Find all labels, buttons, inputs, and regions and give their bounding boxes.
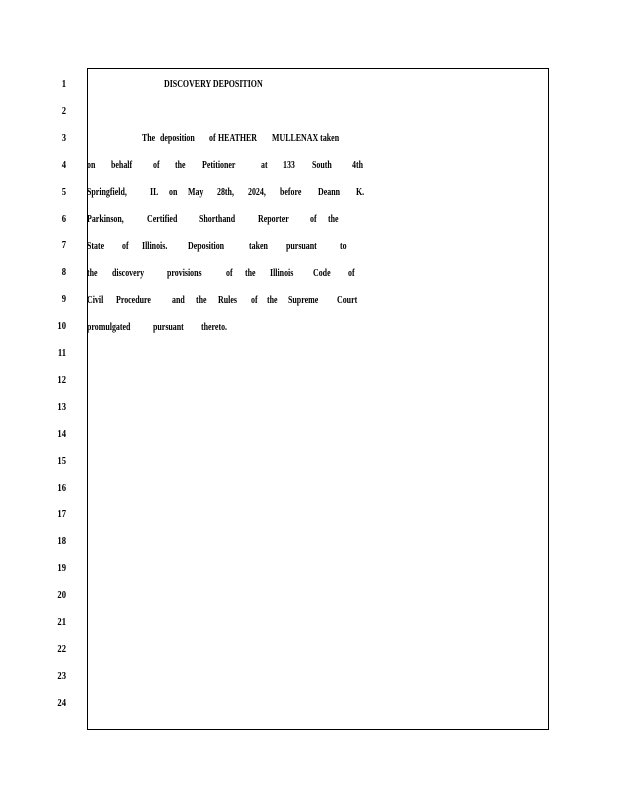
- transcript-word: Petitioner: [201, 159, 236, 171]
- transcript-word: taken: [248, 240, 268, 252]
- transcript-word: 28th,: [217, 186, 234, 198]
- transcript-line-7: [87, 239, 349, 253]
- line-number: 11: [57, 347, 66, 359]
- transcript-word: Court: [336, 294, 358, 306]
- transcript-word: HEATHER: [217, 132, 257, 144]
- transcript-word: Shorthand: [198, 213, 235, 225]
- transcript-word: to: [339, 240, 347, 252]
- transcript-word: Parkinson,: [87, 213, 124, 225]
- transcript-word: the: [328, 213, 339, 225]
- transcript-word: of: [225, 267, 233, 279]
- transcript-word: Illinois.: [141, 240, 168, 252]
- transcript-word: of: [121, 240, 129, 252]
- transcript-line-10: [87, 320, 237, 334]
- transcript-word: 133: [282, 159, 295, 171]
- transcript-word: Civil: [87, 294, 104, 306]
- transcript-word: on: [168, 186, 178, 198]
- transcript-word: of: [153, 159, 160, 171]
- transcript-word: on: [87, 159, 96, 171]
- line-number: 10: [57, 320, 66, 333]
- transcript-word: the: [266, 294, 278, 306]
- line-number: 4: [61, 158, 66, 171]
- transcript-line-8: [87, 266, 357, 280]
- line-number: 15: [57, 454, 66, 467]
- transcript-word: Illinois: [270, 267, 294, 279]
- transcript-word: Supreme: [288, 294, 319, 306]
- transcript-word: at: [260, 159, 268, 171]
- transcript-word: pursuant: [152, 321, 184, 333]
- transcript-word: deposition: [160, 132, 196, 144]
- line-number: 2: [61, 104, 66, 117]
- transcript-word: pursuant: [286, 240, 317, 252]
- transcript-line-9: [87, 293, 365, 307]
- line-number: 21: [57, 616, 66, 628]
- transcript-word: of: [208, 132, 216, 144]
- line-number: 24: [57, 696, 66, 709]
- transcript-word: Deposition: [187, 240, 224, 252]
- line-number: 20: [57, 589, 66, 602]
- transcript-word: Springfield,: [87, 186, 127, 198]
- transcript-word: and: [171, 294, 185, 306]
- transcript-word: of: [309, 213, 317, 225]
- line-number: 18: [57, 535, 66, 548]
- line-number: 9: [61, 293, 66, 306]
- transcript-word: the: [245, 267, 256, 279]
- transcript-word: Rules: [217, 294, 237, 306]
- transcript-word: thereto.: [200, 321, 227, 333]
- transcript-word: of: [250, 294, 258, 306]
- page-title: [164, 77, 301, 91]
- transcript-word: IL: [149, 186, 159, 198]
- transcript-word: behalf: [111, 159, 133, 171]
- transcript-word: the: [196, 294, 207, 306]
- line-number: 19: [57, 562, 66, 575]
- line-number: 22: [57, 642, 66, 655]
- transcript-word: the: [174, 159, 186, 171]
- transcript-word: South: [311, 159, 332, 171]
- line-number: 6: [61, 212, 66, 225]
- transcript-word: Code: [312, 267, 331, 279]
- transcript-line-5: [87, 185, 367, 199]
- title-text: DISCOVERY DEPOSITION: [164, 78, 263, 90]
- line-number: 23: [57, 669, 66, 682]
- transcript-word: promulgated: [87, 321, 131, 333]
- transcript-word: 4th: [351, 159, 363, 171]
- transcript-line-6: [87, 212, 343, 226]
- transcript-word: Procedure: [116, 294, 152, 306]
- transcript-word: of: [347, 267, 355, 279]
- transcript-word: before: [280, 186, 302, 198]
- line-number: 16: [57, 481, 66, 494]
- transcript-word: K.: [355, 186, 364, 198]
- line-number: 1: [61, 78, 66, 90]
- line-number: 5: [61, 185, 66, 198]
- transcript-word: 2024,: [248, 186, 266, 198]
- transcript-word: MULLENAX taken: [272, 132, 340, 144]
- transcript-word: Certified: [147, 213, 178, 225]
- line-number: 7: [61, 239, 66, 252]
- transcript-word: May: [188, 186, 204, 198]
- line-number: 17: [57, 508, 66, 521]
- transcript-word: provisions: [167, 267, 202, 279]
- transcript-word: State: [87, 240, 105, 252]
- transcript-word: Reporter: [257, 213, 289, 225]
- line-number: 12: [57, 373, 66, 386]
- line-number: 14: [57, 427, 66, 440]
- transcript-word: The: [142, 132, 156, 144]
- line-number: 8: [61, 266, 66, 279]
- transcript-word: Deann: [317, 186, 340, 198]
- line-number: 3: [61, 131, 66, 144]
- transcript-word: the: [87, 267, 98, 279]
- transcript-line-3: [142, 131, 364, 145]
- transcript-word: discovery: [112, 267, 145, 279]
- line-number: 13: [57, 400, 66, 413]
- transcript-line-4: [87, 158, 367, 172]
